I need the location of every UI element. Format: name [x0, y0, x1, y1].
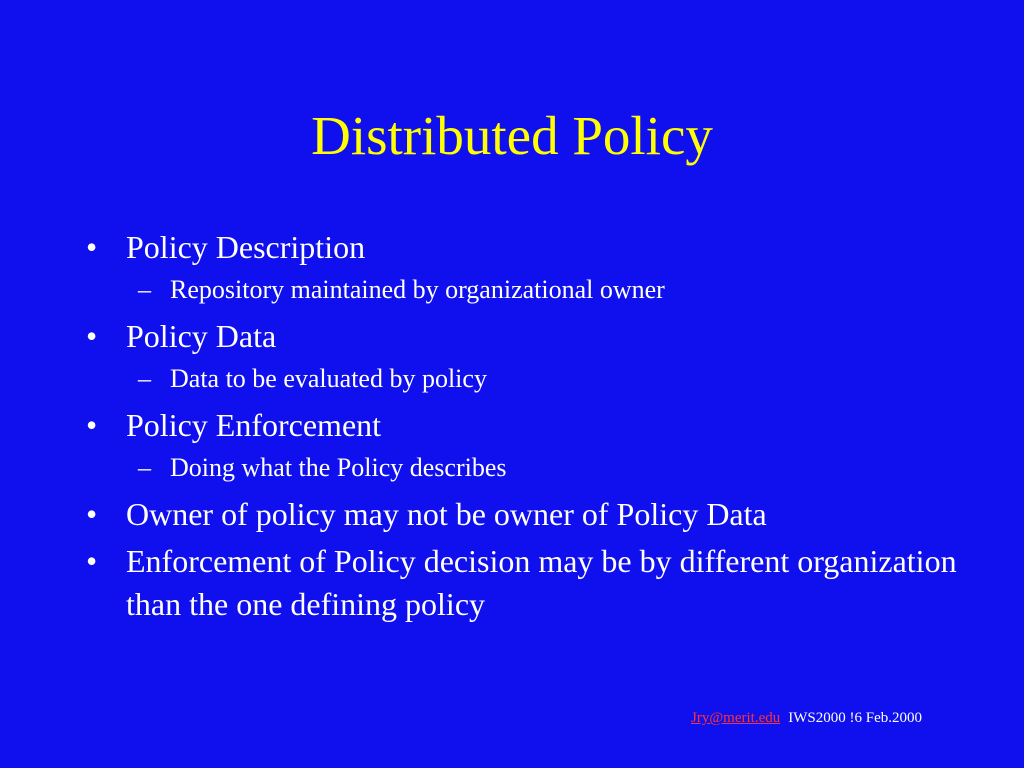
- sub-bullet-item: [126, 360, 964, 398]
- sub-bullet-marker: –: [138, 275, 151, 304]
- bullet-marker: •: [86, 407, 98, 443]
- bullet-marker: •: [86, 229, 98, 265]
- sub-bullet-text: Doing what the Policy describes: [170, 453, 507, 482]
- bullet-marker: •: [86, 496, 98, 532]
- sub-bullet-marker: –: [138, 364, 151, 393]
- bullet-marker: •: [86, 318, 98, 354]
- bullet-text: Policy Data: [126, 318, 277, 354]
- sub-bullet-item: [126, 271, 964, 309]
- sub-list: [126, 271, 964, 309]
- bullet-text: Policy Enforcement: [126, 407, 382, 443]
- footer-email-link[interactable]: Jry@merit.edu: [691, 710, 781, 726]
- slide-title: Distributed Policy: [311, 105, 713, 166]
- sub-bullet-marker: –: [138, 453, 151, 482]
- bullet-item: [84, 540, 964, 626]
- bullet-item: [84, 493, 964, 536]
- sub-bullet-text: Repository maintained by organizational owner: [170, 275, 665, 304]
- footer-event-text: IWS2000 !6 Feb.2000: [788, 710, 922, 726]
- sub-bullet-text: Data to be evaluated by policy: [170, 364, 487, 393]
- bullet-marker: •: [86, 543, 98, 579]
- bullet-text: Policy Description: [126, 229, 366, 265]
- bullet-item: [84, 226, 964, 309]
- sub-list: [126, 449, 964, 487]
- bullet-list: [84, 226, 964, 626]
- bullet-text: Owner of policy may not be owner of Policy Data: [126, 496, 767, 532]
- slide-footer: [691, 708, 922, 728]
- sub-bullet-item: [126, 449, 964, 487]
- bullet-item: [84, 404, 964, 487]
- bullet-text: Enforcement of Policy decision may be by different organization than the one defining policy: [126, 543, 957, 622]
- sub-list: [126, 360, 964, 398]
- bullet-item: [84, 315, 964, 398]
